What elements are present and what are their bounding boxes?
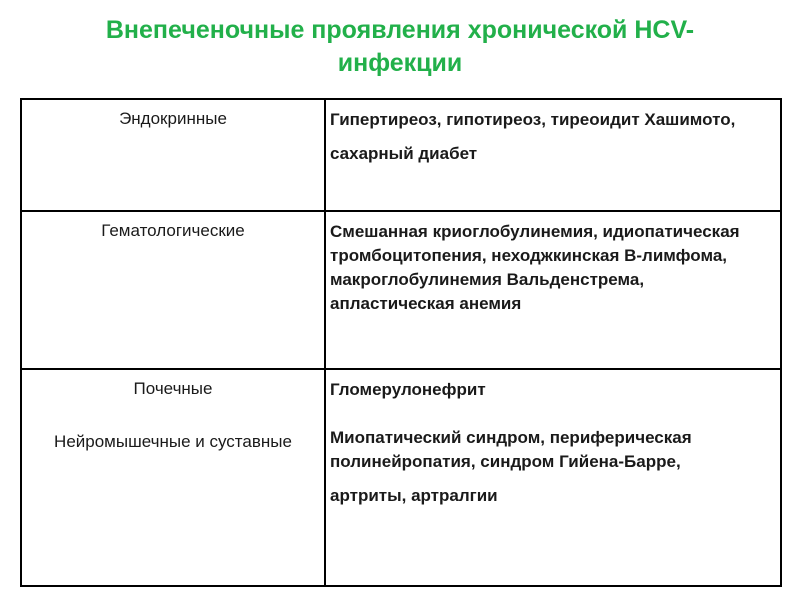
- category-cell: [21, 369, 325, 586]
- title-line-1: Внепеченочные проявления хронической HCV-: [105, 16, 695, 44]
- category-renal: Почечные: [133, 379, 213, 398]
- category-hematologic: Гематологические: [101, 221, 245, 240]
- category-neuromuscular: Нейромышечные и суставные: [54, 432, 292, 451]
- category-endocrine: Эндокринные: [119, 109, 227, 128]
- table-row: [21, 211, 781, 369]
- table-row: [21, 99, 781, 211]
- manifestations-cell: [325, 211, 781, 369]
- manifestation-item: артриты, артралгии: [330, 486, 498, 505]
- manifestations-cell: [325, 99, 781, 211]
- manifestation-item: Гипертиреоз, гипотиреоз, тиреоидит Хашимото,: [330, 110, 736, 129]
- category-cell: [21, 211, 325, 369]
- manifestation-item: сахарный диабет: [330, 144, 478, 163]
- category-cell: [21, 99, 325, 211]
- title-line-2: инфекции: [337, 49, 463, 77]
- page-title: [0, 14, 800, 80]
- manifestations-cell: [325, 369, 781, 586]
- manifestation-item: Смешанная криоглобулинемия, идиопатическая тромбоцитопения, неходжкинская В-лимфома, макроглобулинемия Вальденстрема, апластическая анемия: [330, 222, 740, 313]
- manifestation-item: Миопатический синдром, периферическая полинейропатия, синдром Гийена-Барре,: [330, 428, 692, 471]
- manifestation-item: Гломерулонефрит: [330, 380, 486, 399]
- manifestations-table: [20, 98, 780, 585]
- table-row: [21, 369, 781, 586]
